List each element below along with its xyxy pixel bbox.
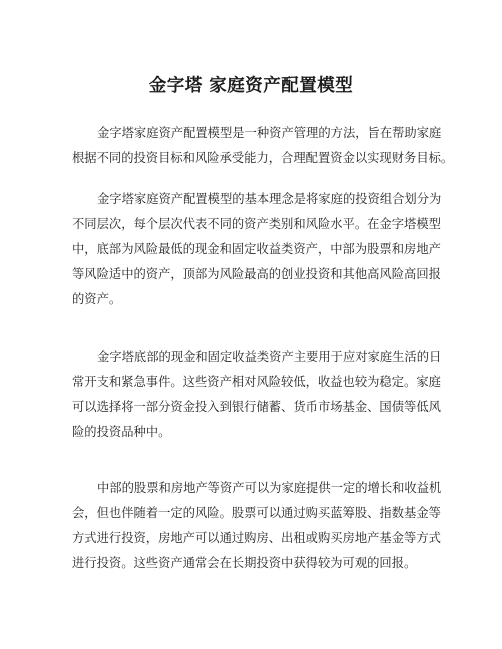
document-title: 金字塔 家庭资产配置模型 — [148, 76, 354, 96]
paragraph-line: 根据不同的投资目标和风险承受能力，合理配置资金以实现财务目标。 — [72, 151, 454, 165]
paragraph-line: 进行投资。这些资产通常会在长期投资中获得较为可观的回报。 — [72, 556, 417, 570]
paragraph-line: 会，但也伴随着一定的风险。股票可以通过购买蓝筹股、指数基金等 — [72, 506, 441, 520]
paragraph-line: 中部的股票和房地产等资产可以为家庭提供一定的增长和收益机 — [97, 481, 442, 495]
paragraph-line: 等风险适中的资产，顶部为风险最高的创业投资和其他高风险高回报 — [72, 267, 441, 281]
paragraph-line: 金字塔底部的现金和固定收益类资产主要用于应对家庭生活的日 — [97, 350, 442, 364]
paragraph-line: 中，底部为风险最低的现金和固定收益类资产，中部为股票和房地产 — [72, 242, 441, 256]
paragraph-line: 的资产。 — [72, 292, 122, 306]
paragraph-line: 可以选择将一部分资金投入到银行储蓄、货币市场基金、国债等低风 — [72, 400, 441, 414]
paragraph-line: 常开支和紧急事件。这些资产相对风险较低，收益也较为稳定。家庭 — [72, 375, 441, 389]
paragraph-line: 险的投资品种中。 — [72, 425, 171, 439]
paragraph-line: 金字塔家庭资产配置模型的基本理念是将家庭的投资组合划分为 — [97, 192, 442, 206]
paragraph-line: 不同层次，每个层次代表不同的资产类别和风险水平。在金字塔模型 — [72, 217, 441, 231]
paragraph-line: 金字塔家庭资产配置模型是一种资产管理的方法，旨在帮助家庭 — [97, 126, 442, 140]
paragraph-line: 方式进行投资，房地产可以通过购房、出租或购买房地产基金等方式 — [72, 531, 441, 545]
